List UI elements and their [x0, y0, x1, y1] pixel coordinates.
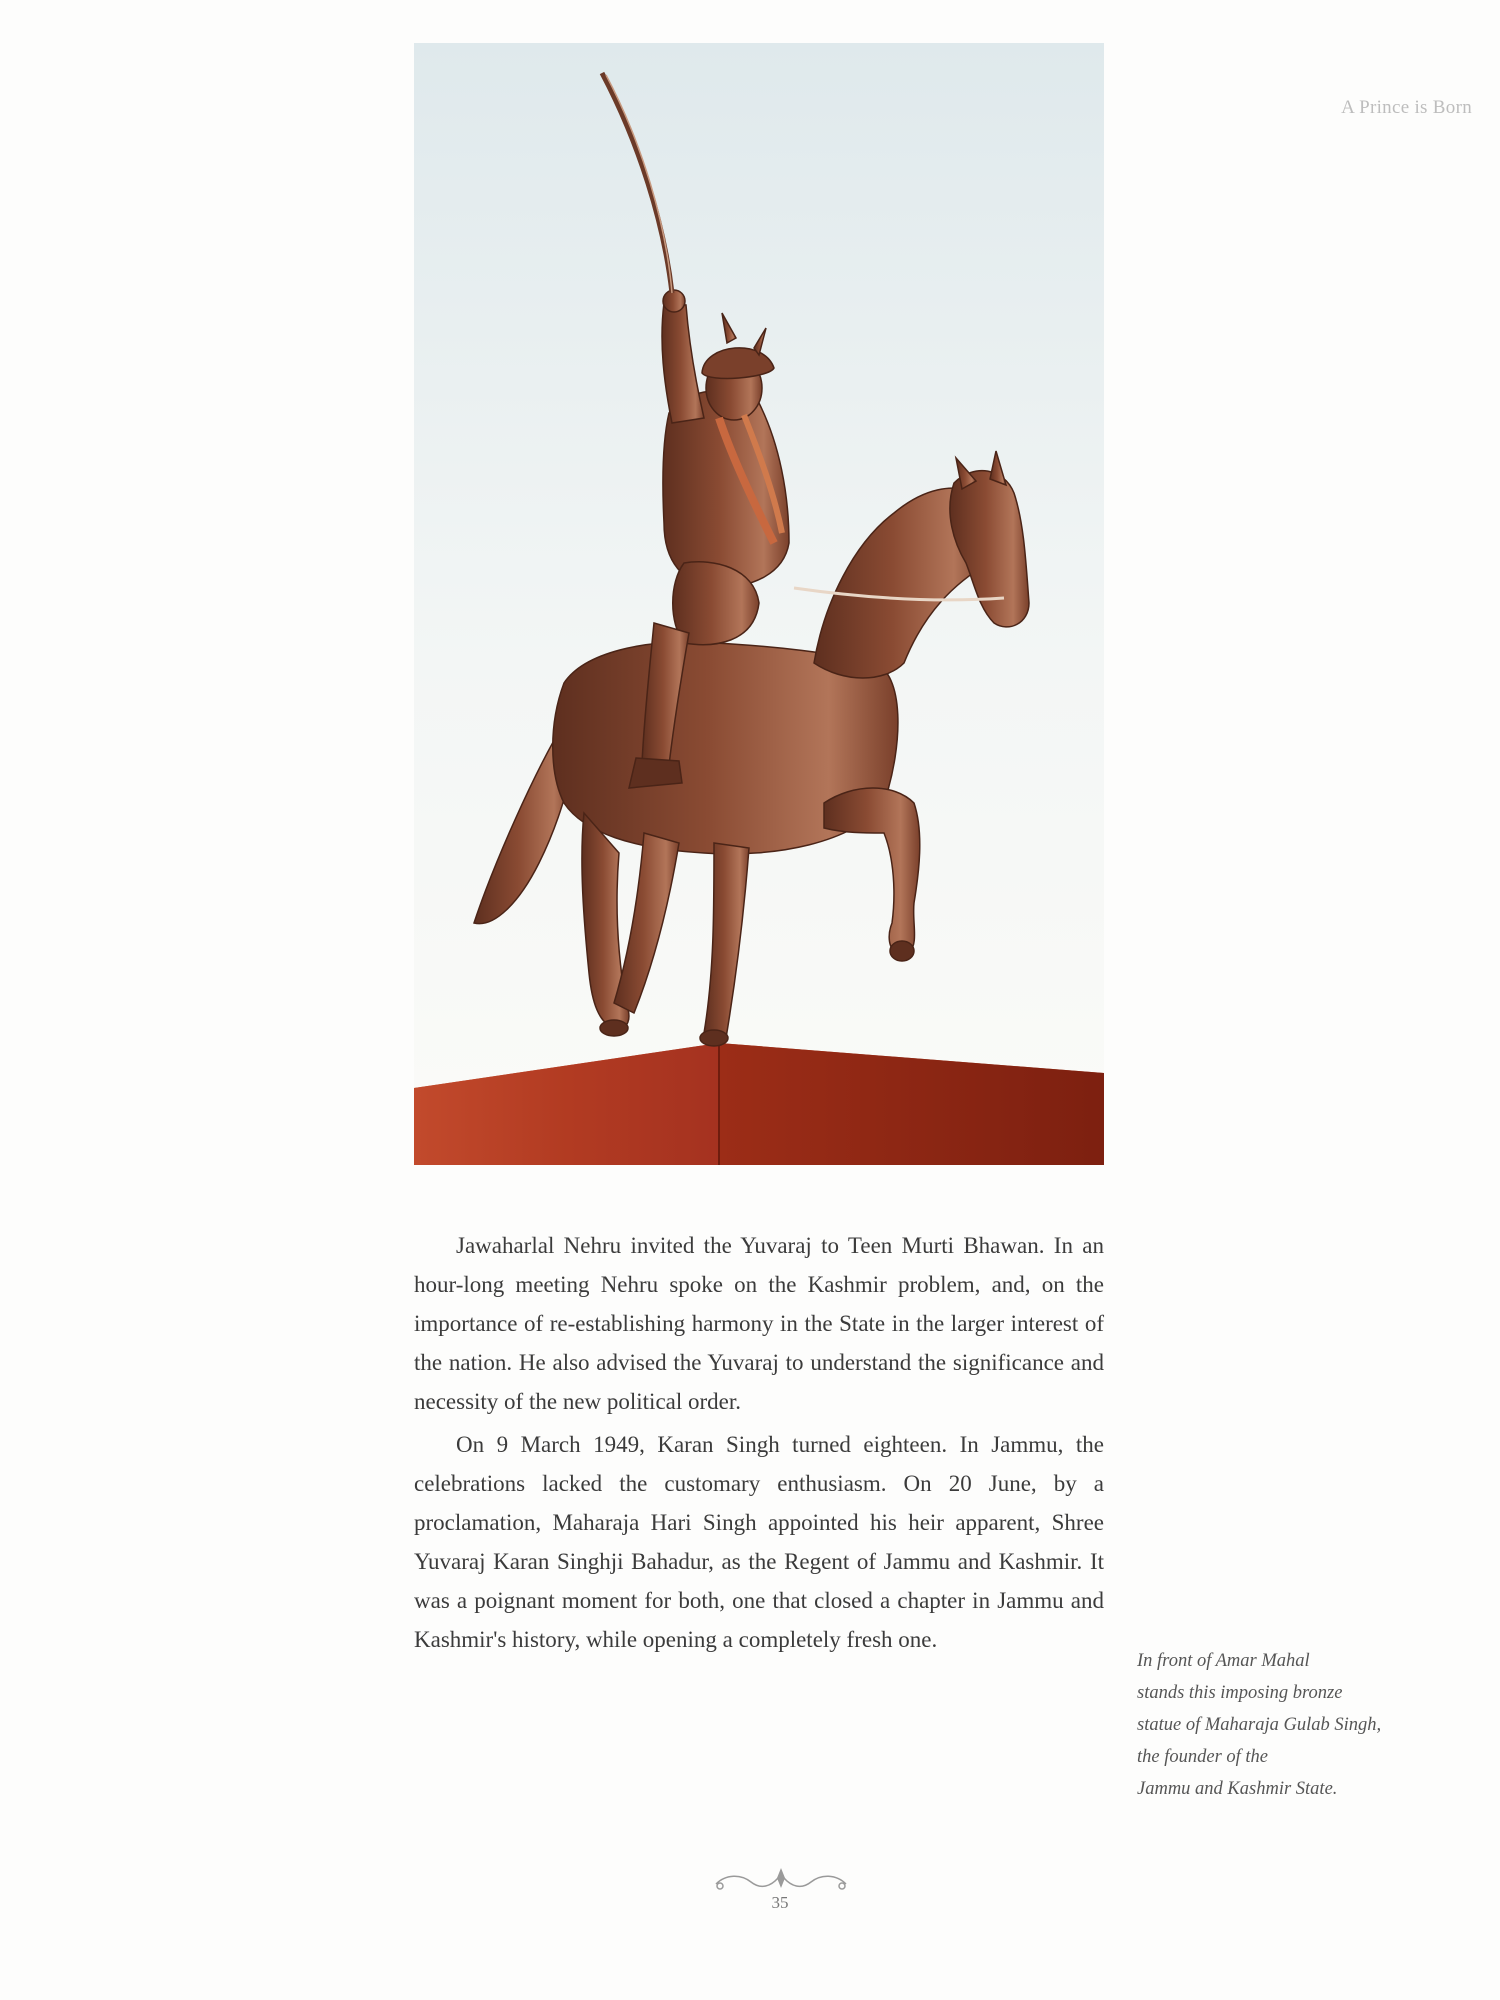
statue-photo	[414, 43, 1104, 1165]
caption-line: In front of Amar Mahal	[1137, 1651, 1310, 1671]
caption-line: stands this imposing bronze	[1137, 1683, 1343, 1703]
photo-caption	[1137, 1645, 1467, 1805]
paragraph-2: On 9 March 1949, Karan Singh turned eighteen. In Jammu, the celebrations lacked the customary enthusiasm. On 20 June, by a proclamation, Maharaja Hari Singh appointed his heir apparent, Shree Yuvaraj Karan Singhji Bahadur, as the Regent of Jammu and Kashmir. It was a poignant moment for both, one that closed a chapter in Jammu and Kashmir's history, while opening a completely fresh one.	[414, 1432, 1104, 1652]
page-number: 35	[771, 1893, 789, 1912]
caption-line: statue of Maharaja Gulab Singh,	[1137, 1715, 1382, 1735]
body-text	[414, 1226, 1104, 1663]
caption-line: Jammu and Kashmir State.	[1137, 1779, 1338, 1799]
scroll-flourish-ornament-icon	[706, 1866, 856, 1896]
paragraph-1: Jawaharlal Nehru invited the Yuvaraj to Teen Murti Bhawan. In an hour-long meeting Nehru spoke on the Kashmir problem, and, on the importance of re-establishing harmony in the State in the larger interest of the nation. He also advised the Yuvaraj to understand the significance and necessity of the new political order.	[414, 1233, 1104, 1414]
caption-line: the founder of the	[1137, 1747, 1269, 1767]
bronze-equestrian-statue-photo	[414, 43, 1104, 1165]
running-head: A Prince is Born	[1341, 97, 1472, 118]
